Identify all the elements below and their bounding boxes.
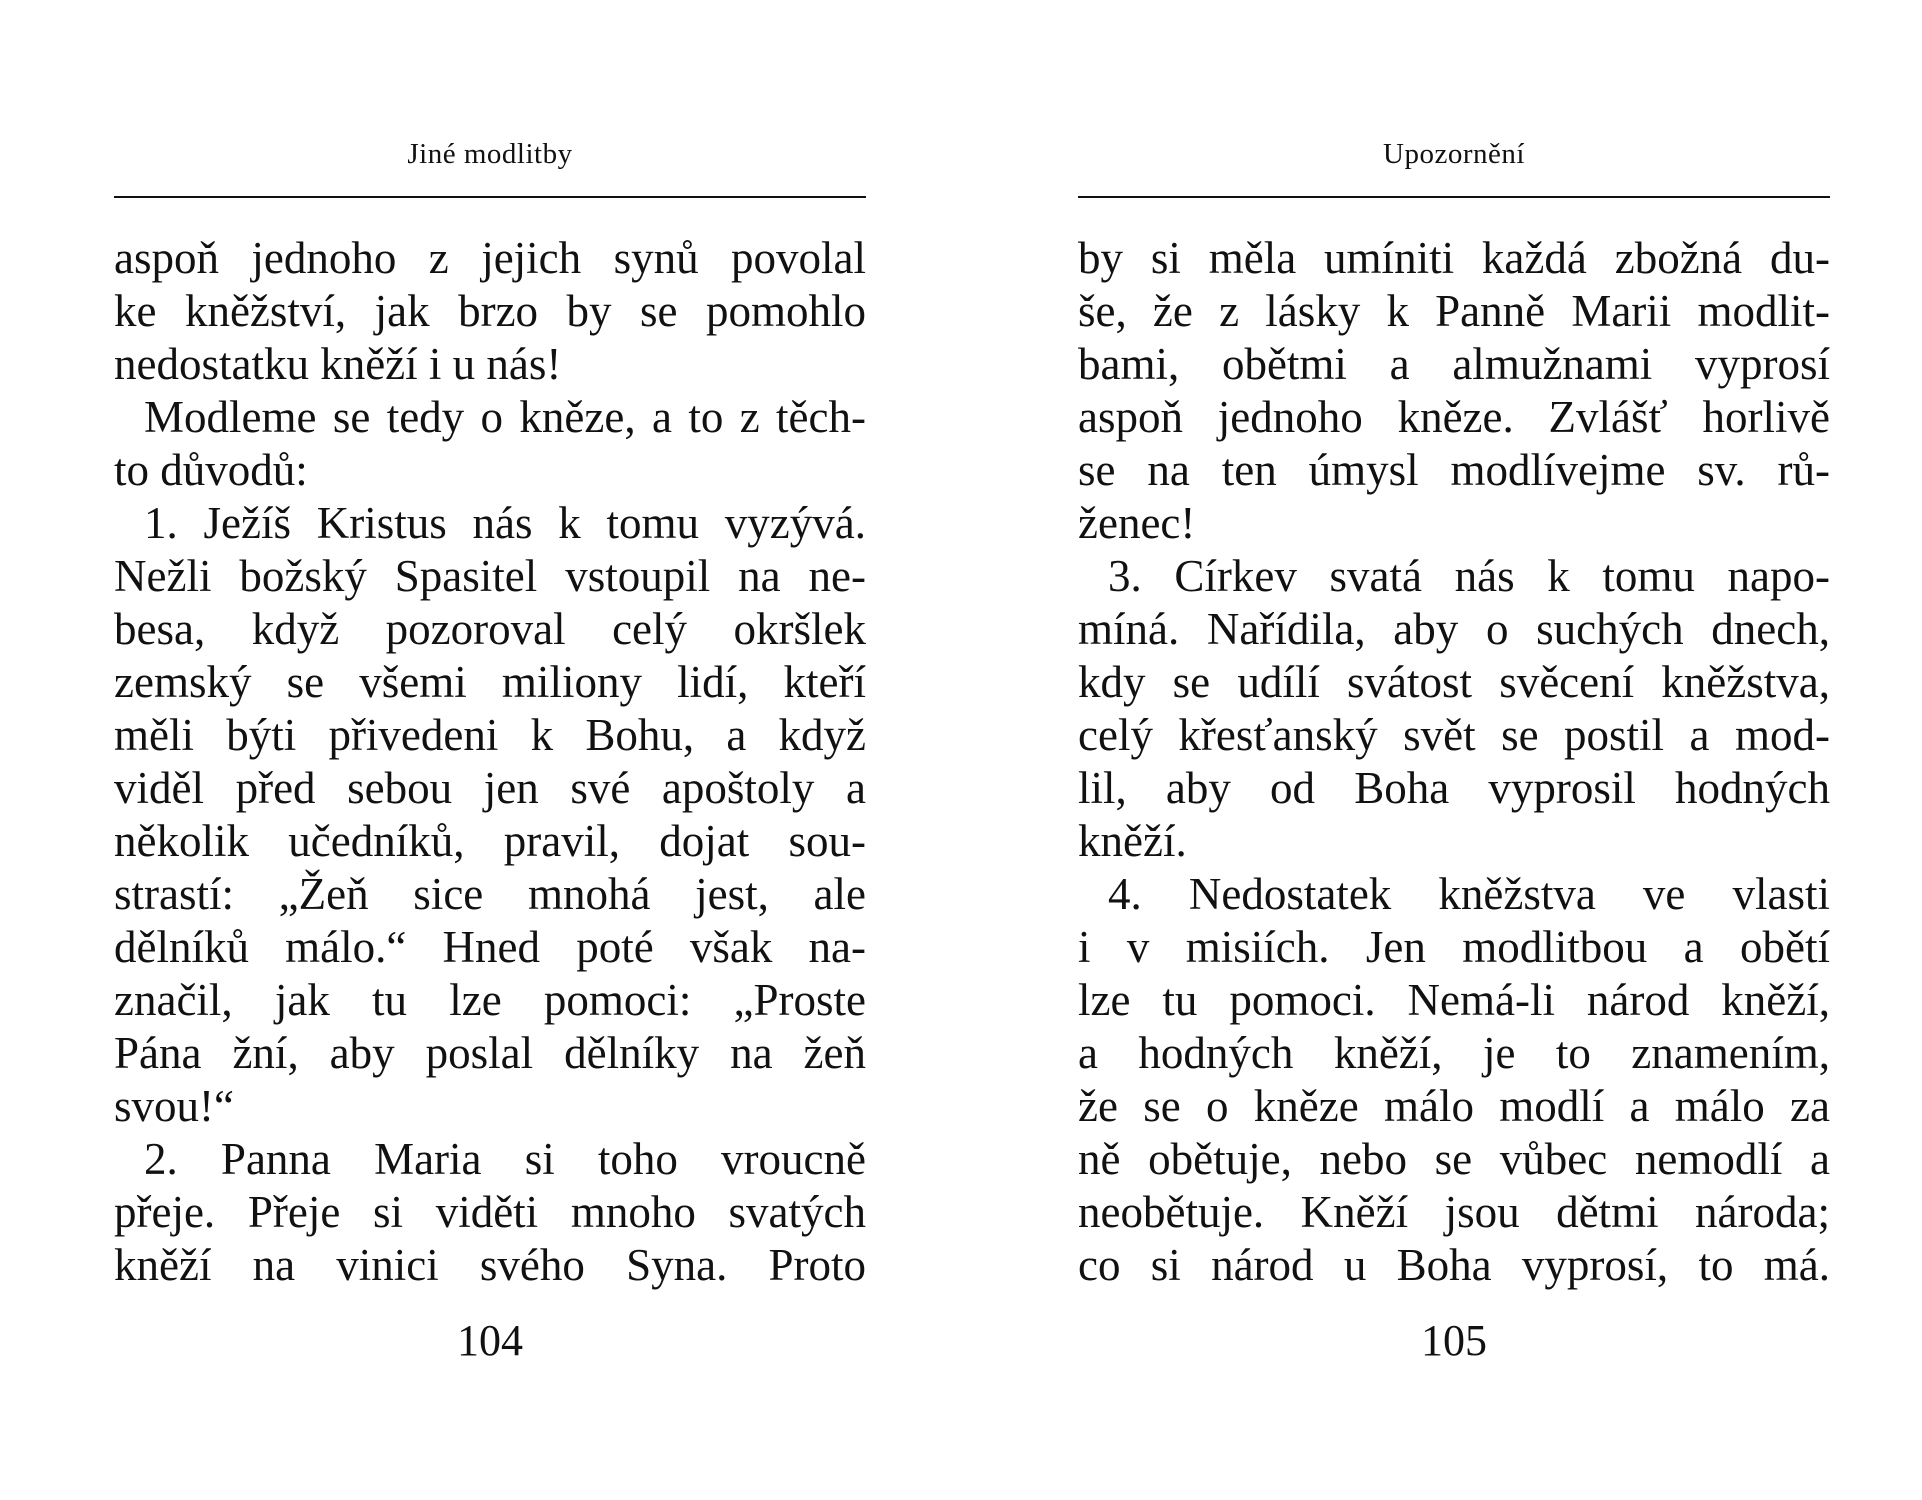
right-text-line: a hodných kněží, je to znamením, (1078, 1028, 1830, 1078)
left-text-line: měli býti přivedeni k Bohu, a když (114, 710, 866, 760)
left-text-line: besa, když pozoroval celý okršlek (114, 604, 866, 654)
right-text-line: neobětuje. Kněží jsou dětmi národa; (1078, 1187, 1830, 1237)
right-text-line: kdy se udílí svátost svěcení kněžstva, (1078, 657, 1830, 707)
left-header-rule (114, 196, 866, 198)
left-text-line: svou!“ (114, 1081, 234, 1131)
left-text-line: kněží na vinici svého Syna. Proto (114, 1240, 866, 1290)
left-text-line: aspoň jednoho z jejich synů povolal (114, 233, 866, 283)
right-page-body (1078, 232, 1830, 1292)
left-running-head: Jiné modlitby (407, 138, 573, 170)
right-text-line: bami, obětmi a almužnami vyprosí (1078, 339, 1830, 389)
right-text-line: 4. Nedostatek kněžstva ve vlasti (1108, 869, 1830, 919)
left-text-line: ke kněžství, jak brzo by se pomohlo (114, 286, 866, 336)
left-text-line: několik učedníků, pravil, dojat sou- (114, 816, 866, 866)
left-page-body (114, 232, 866, 1292)
left-text-line: dělníků málo.“ Hned poté však na- (114, 922, 866, 972)
left-text-line: viděl před sebou jen své apoštoly a (114, 763, 866, 813)
right-running-head: Upozornění (1383, 138, 1525, 170)
right-text-line: 3. Církev svatá nás k tomu napo- (1108, 551, 1830, 601)
left-text-line: zemský se všemi miliony lidí, kteří (114, 657, 866, 707)
right-text-line: co si národ u Boha vyprosí, to má. (1078, 1240, 1830, 1290)
right-text-line: lze tu pomoci. Nemá-li národ kněží, (1078, 975, 1830, 1025)
left-text-line: přeje. Přeje si viděti mnoho svatých (114, 1187, 866, 1237)
left-text-line: Modleme se tedy o kněze, a to z těch- (144, 392, 866, 442)
right-page-number: 105 (1421, 1316, 1487, 1365)
left-text-line: nedostatku kněží i u nás! (114, 339, 562, 389)
right-text-line: míná. Nařídila, aby o suchých dnech, (1078, 604, 1830, 654)
left-text-line: Nežli božský Spasitel vstoupil na ne- (114, 551, 866, 601)
right-text-line: aspoň jednoho kněze. Zvlášť horlivě (1078, 392, 1830, 442)
right-text-line: kněží. (1078, 816, 1187, 866)
right-text-line: celý křesťanský svět se postil a mod- (1078, 710, 1830, 760)
right-text-line: ženec! (1078, 498, 1196, 548)
right-text-line: že se o kněze málo modlí a málo za (1078, 1081, 1830, 1131)
left-text-line: to důvodů: (114, 445, 308, 495)
right-header-rule (1078, 196, 1830, 198)
left-page-number: 104 (457, 1316, 523, 1365)
left-text-line: Pána žní, aby poslal dělníky na žeň (114, 1028, 866, 1078)
right-text-line: i v misiích. Jen modlitbou a obětí (1078, 922, 1830, 972)
left-text-line: 1. Ježíš Kristus nás k tomu vyzývá. (144, 498, 866, 548)
left-text-line: 2. Panna Maria si toho vroucně (144, 1134, 866, 1184)
left-text-line: značil, jak tu lze pomoci: „Proste (114, 975, 866, 1025)
right-text-line: by si měla umíniti každá zbožná du- (1078, 233, 1830, 283)
right-text-line: ně obětuje, nebo se vůbec nemodlí a (1078, 1134, 1830, 1184)
right-text-line: še, že z lásky k Panně Marii modlit- (1078, 286, 1830, 336)
right-text-line: se na ten úmysl modlívejme sv. rů- (1078, 445, 1830, 495)
right-text-line: lil, aby od Boha vyprosil hodných (1078, 763, 1830, 813)
left-text-line: strastí: „Žeň sice mnohá jest, ale (114, 869, 866, 919)
